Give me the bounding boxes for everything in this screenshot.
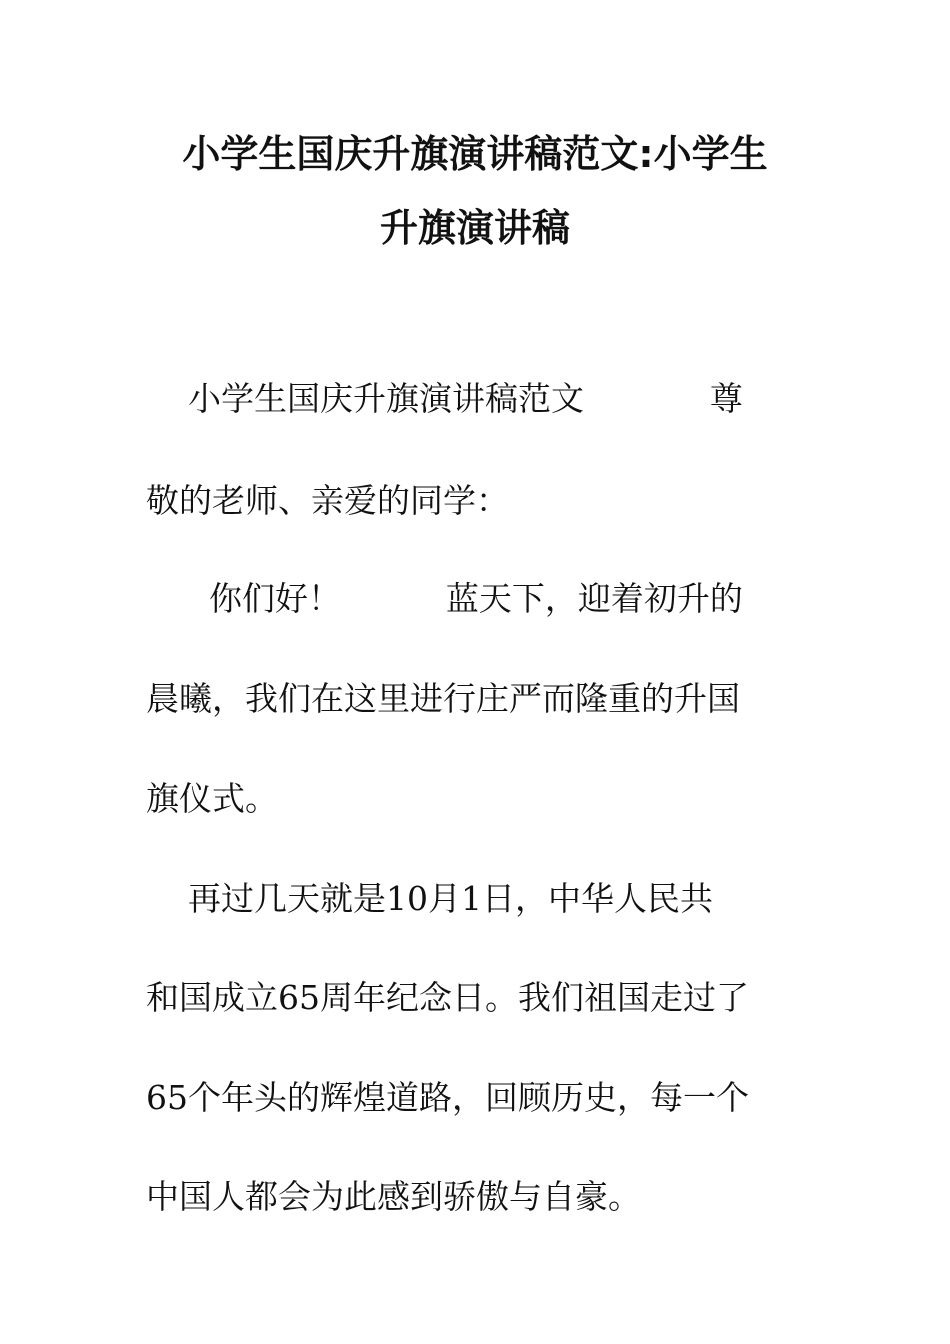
body-line: 晨曦，我们在这里进行庄严而隆重的升国 (146, 679, 740, 718)
body-line: 旗仪式。 (146, 779, 278, 818)
body-line: 敬的老师、亲爱的同学： (146, 481, 509, 520)
body-line: 中国人都会为此感到骄傲与自豪。 (146, 1177, 641, 1216)
body-line: 和国成立65周年纪念日。我们祖国走过了 (146, 978, 749, 1017)
body-line: 你们好！ 蓝天下，迎着初升的 (146, 579, 743, 618)
document-title-line-1: 小学生国庆升旗演讲稿范文:小学生 (182, 132, 768, 176)
body-line: 65个年头的辉煌道路，回顾历史，每一个 (146, 1078, 749, 1117)
body-line: 小学生国庆升旗演讲稿范文 尊 (146, 379, 743, 418)
body-line: 再过几天就是10月1日，中华人民共 (146, 879, 713, 918)
document-title-line-2: 升旗演讲稿 (379, 206, 570, 250)
